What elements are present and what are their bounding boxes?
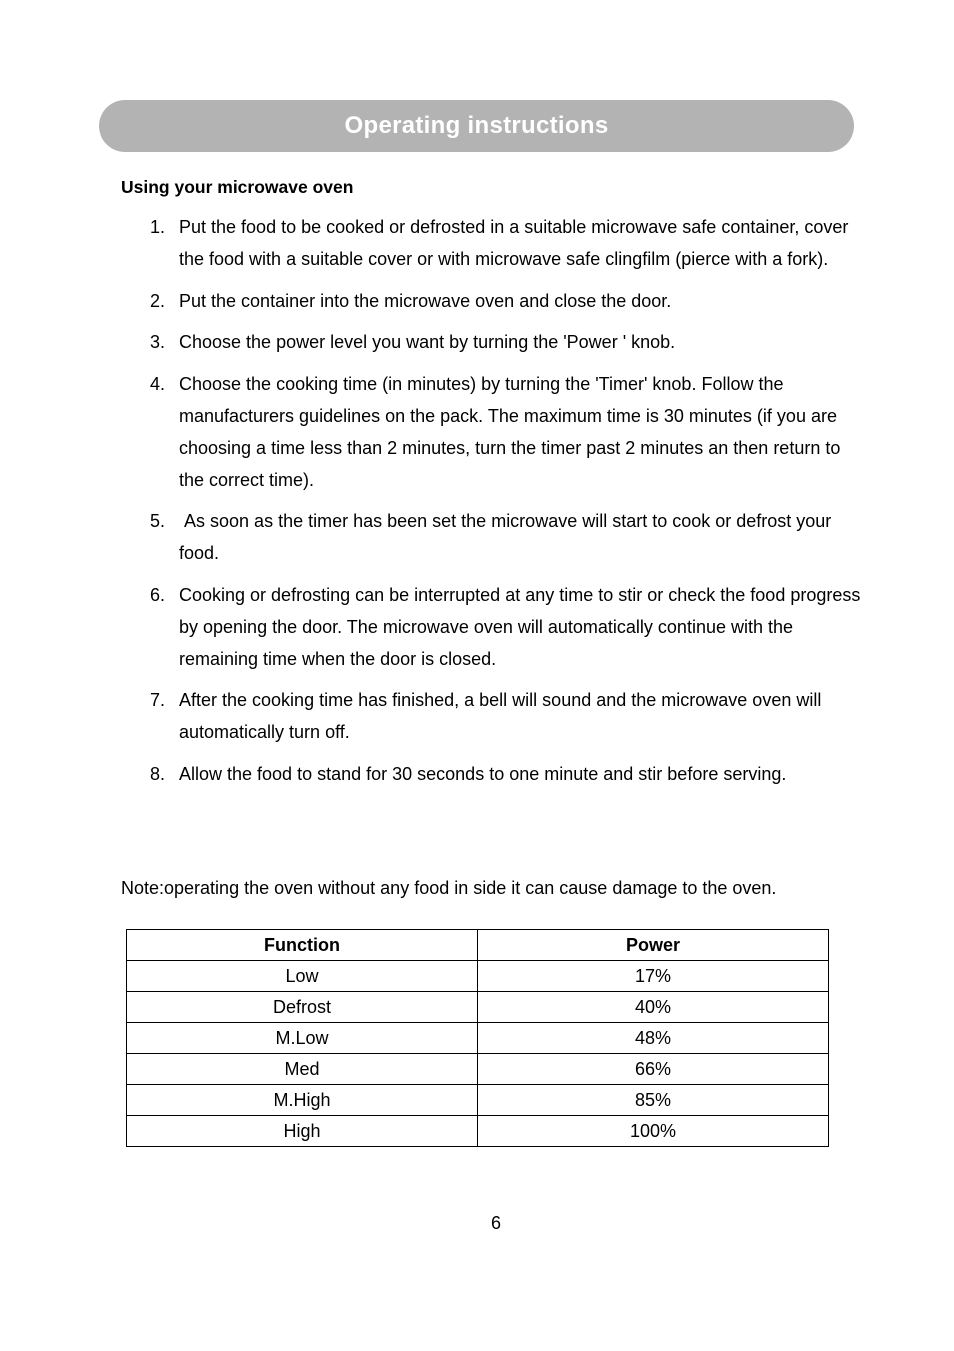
power-levels-table <box>126 929 829 1147</box>
step-text: Choose the power level you want by turning the 'Power ' knob. <box>179 332 676 353</box>
table-row <box>127 1116 829 1147</box>
step-number: 7. <box>150 690 166 711</box>
power-cell: 17% <box>478 961 829 992</box>
step-text: Choose the cooking time (in minutes) by turning the 'Timer' knob. Follow the manufacturers guidelines on the pack. The maximum time is 30 minutes (if you are choosing a time less than 2 minutes, turn the timer past 2 minutes an then return to the correct time). <box>179 374 841 490</box>
column-header-function: Function <box>127 930 478 961</box>
power-cell: 66% <box>478 1054 829 1085</box>
function-cell: M.High <box>127 1085 478 1116</box>
function-cell: M.Low <box>127 1023 478 1054</box>
step-number: 3. <box>150 332 166 353</box>
table-row <box>127 1054 829 1085</box>
table-row <box>127 1085 829 1116</box>
step-text: Put the food to be cooked or defrosted in a suitable microwave safe container, cover the food with a suitable cover or with microwave safe clingfilm (pierce with a fork). <box>179 217 849 269</box>
instruction-step <box>0 212 954 276</box>
instruction-step <box>0 580 954 675</box>
step-text: Allow the food to stand for 30 seconds to one minute and stir before serving. <box>179 763 787 784</box>
table-row <box>127 1023 829 1054</box>
power-cell: 40% <box>478 992 829 1023</box>
instruction-step <box>0 369 954 496</box>
instruction-step <box>0 286 954 318</box>
power-cell: 85% <box>478 1085 829 1116</box>
section-heading: Using your microwave oven <box>121 177 354 197</box>
step-number: 1. <box>150 217 166 237</box>
step-text: As soon as the timer has been set the microwave will start to cook or defrost your food. <box>179 511 837 564</box>
instruction-steps <box>0 212 954 801</box>
table-header-row <box>127 930 829 961</box>
step-number: 2. <box>150 290 166 311</box>
instruction-step <box>0 327 954 359</box>
page-title: Operating instructions <box>344 112 609 139</box>
page-number: 6 <box>490 1213 501 1233</box>
instruction-step <box>0 506 954 570</box>
step-text: Cooking or defrosting can be interrupted at any time to stir or check the food progress by opening the door. The microwave oven will automatically continue with the remaining time when the door is closed. <box>179 584 861 669</box>
instruction-step <box>0 759 954 791</box>
safety-note: Note:operating the oven without any food in side it can cause damage to the oven. <box>121 878 777 898</box>
power-cell: 100% <box>478 1116 829 1147</box>
function-cell: Defrost <box>127 992 478 1023</box>
step-text: After the cooking time has finished, a bell will sound and the microwave oven will automatically turn off. <box>179 690 822 743</box>
function-cell: Low <box>127 961 478 992</box>
function-cell: High <box>127 1116 478 1147</box>
power-cell: 48% <box>478 1023 829 1054</box>
step-number: 8. <box>150 763 166 784</box>
table-row <box>127 992 829 1023</box>
step-text: Put the container into the microwave oven and close the door. <box>179 290 672 311</box>
title-banner <box>99 100 854 152</box>
step-number: 4. <box>150 374 166 395</box>
column-header-power: Power <box>478 930 829 961</box>
function-cell: Med <box>127 1054 478 1085</box>
step-number: 5. <box>150 511 166 532</box>
table-row <box>127 961 829 992</box>
instruction-step <box>0 685 954 749</box>
step-number: 6. <box>150 584 166 605</box>
